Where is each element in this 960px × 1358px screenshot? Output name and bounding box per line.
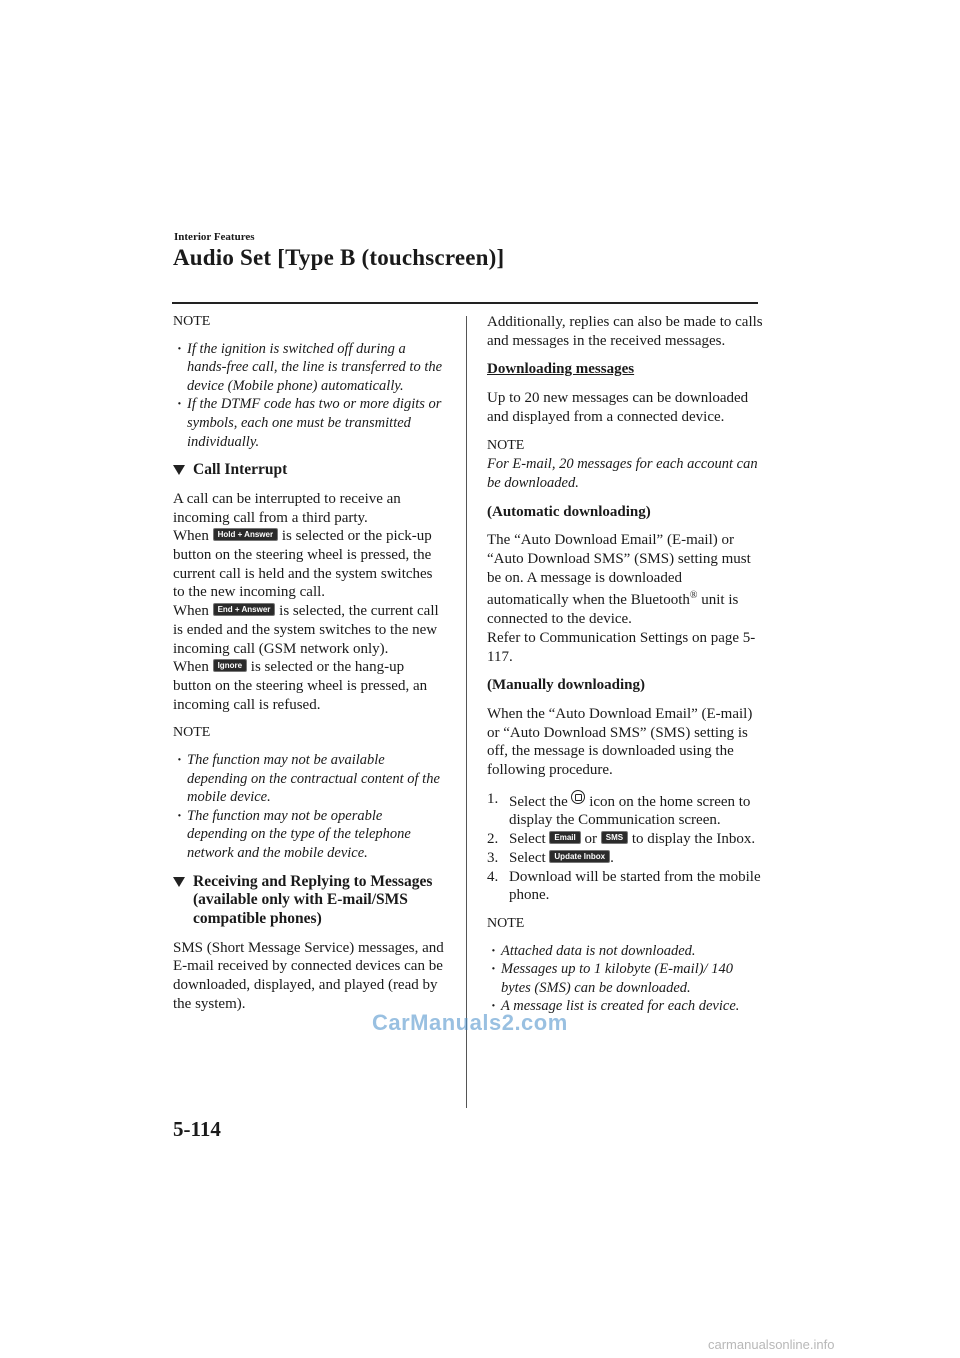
sms-button: SMS	[601, 831, 628, 844]
step-item: 1. Select the icon on the home screen to display the Communication screen.	[487, 790, 751, 829]
left-column	[173, 313, 445, 1024]
note-block	[487, 437, 763, 493]
section-label: Interior Features	[174, 231, 255, 243]
note-heading: NOTE	[173, 725, 211, 741]
title-rule	[172, 302, 758, 304]
note-heading: NOTE	[173, 314, 211, 329]
note-item: · If the DTMF code has two or more digits or symbols, each one must be transmitted individually.	[173, 395, 445, 451]
note-heading: NOTE	[487, 915, 525, 931]
steps-list	[487, 790, 763, 905]
note-list	[173, 340, 445, 452]
downloading-heading: Downloading messages	[487, 361, 635, 378]
triangle-bullet-icon	[173, 877, 185, 887]
note-item: · The function may not be available depending on the contractual content of the mobile device.	[173, 751, 445, 807]
note-text: For E-mail, 20 messages for each account can be downloaded.	[487, 456, 758, 491]
page-title: Audio Set [Type B (touchscreen)]	[173, 245, 505, 270]
hold-answer-button: Hold + Answer	[213, 528, 279, 541]
note-heading: NOTE	[487, 437, 525, 453]
footer-watermark: carmanualsonline.info	[708, 1337, 835, 1352]
triangle-bullet-icon	[173, 465, 185, 475]
note-item: · The function may not be operable depending on the type of the telephone network and the mobile device.	[173, 807, 445, 863]
step-item: 3. Select Update Inbox .	[487, 849, 614, 866]
email-button: Email	[549, 831, 580, 844]
call-interrupt-heading: Call Interrupt	[173, 461, 445, 480]
note-item: · Attached data is not downloaded.	[487, 942, 763, 961]
ignore-button: Ignore	[213, 659, 247, 672]
right-column	[487, 313, 763, 1026]
additionally-paragraph: Additionally, replies can also be made to calls and messages in the received messages.	[487, 314, 763, 349]
call-interrupt-body: A call can be interrupted to receive an incoming call from a third party. When Hold + Answer is selected or the pick-up button on the steering wheel is pressed, the current call is held and the system switches to the new incoming call. When End + Answer is selected, the current call is ended and the system switches to the new incoming call (GSM network only). When Ignore is selected or the hang-up button on the steering wheel is pressed, an incoming call is refused.	[173, 490, 439, 713]
note-item: · If the ignition is switched off during a hands-free call, the line is transferred to the device (Mobile phone) automatically.	[173, 340, 445, 396]
auto-download-paragraph: The “Auto Download Email” (E-mail) or “Auto Download SMS” (SMS) setting must be on. A message is downloaded automatically when the Bluetooth® unit is connected to the device. Refer to Communication Settings on page 5-117.	[487, 532, 756, 665]
messages-heading: Receiving and Replying to Messages (available only with E-mail/SMS compatible phones)	[173, 873, 445, 929]
step-item: 2. Select Email or SMS to display the Inbox.	[487, 831, 756, 848]
auto-download-heading: (Automatic downloading)	[487, 503, 651, 520]
manual-download-paragraph: When the “Auto Download Email” (E-mail) or “Auto Download SMS” (SMS) setting is off, the message is downloaded using the following procedure.	[487, 705, 753, 779]
note-item: · Messages up to 1 kilobyte (E-mail)/ 140 bytes (SMS) can be downloaded.	[487, 960, 763, 997]
manual-download-heading: (Manually downloading)	[487, 677, 645, 694]
watermark-logo: CarManuals2.com	[372, 1010, 568, 1035]
column-divider	[466, 316, 467, 1108]
note-list	[487, 942, 763, 1016]
note-list	[173, 751, 445, 863]
note-item: · A message list is created for each device.	[487, 997, 763, 1016]
end-answer-button: End + Answer	[213, 603, 276, 616]
page-number: 5-114	[173, 1117, 221, 1141]
step-item: 4. Download will be started from the mobile phone.	[487, 868, 761, 904]
messages-paragraph: SMS (Short Message Service) messages, and E-mail received by connected devices can be downloaded, displayed, and played (read by the system).	[173, 939, 444, 1012]
update-inbox-button: Update Inbox	[549, 850, 610, 863]
communication-icon	[571, 790, 585, 804]
downloading-paragraph: Up to 20 new messages can be downloaded and displayed from a connected device.	[487, 390, 749, 425]
